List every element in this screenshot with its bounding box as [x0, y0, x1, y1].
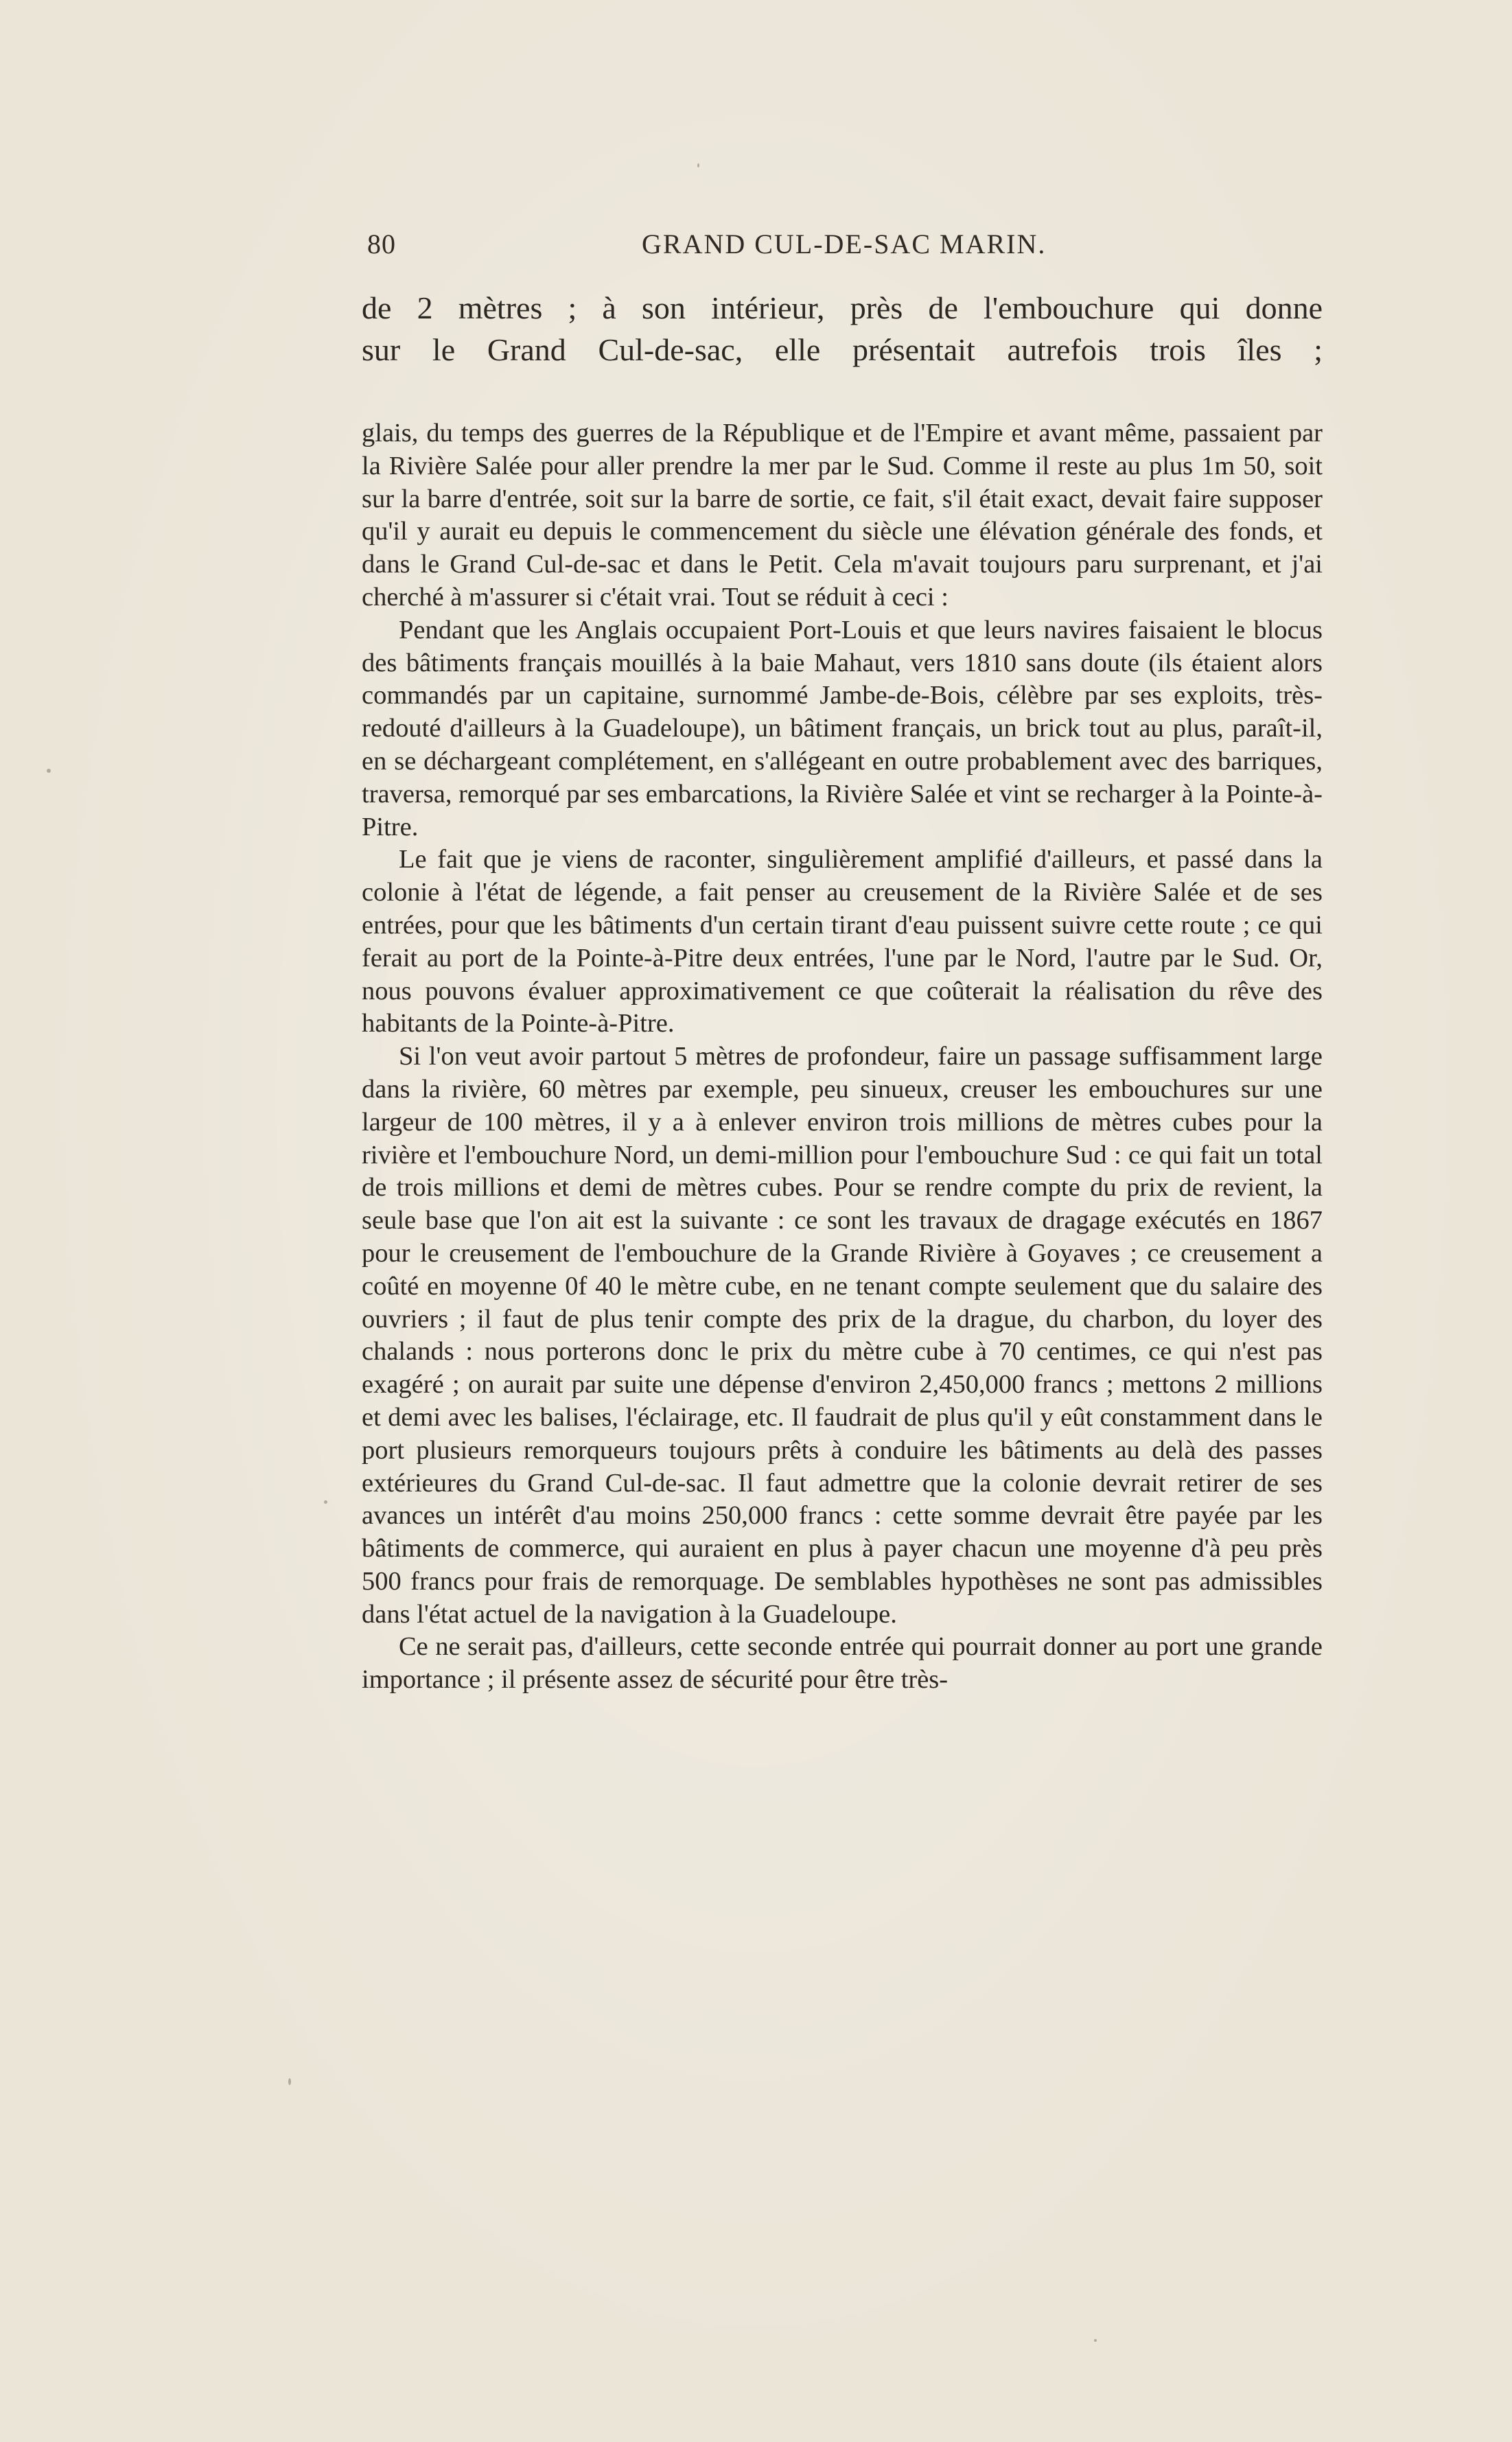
- paragraph: Le fait que je viens de raconter, singulièrement amplifié d'ailleurs, et passé dans la colonie à l'état de légende, a fait penser au creusement de la Rivière Salée et de ses entrées, pour que les bâtiments d'un certain tirant d'eau puissent suivre cette route ; ce qui ferait au port de la Pointe-à-Pitre deux entrées, l'une par le Nord, l'autre par le Sud. Or, nous pouvons évaluer approximativement ce que coûterait la réalisation du rêve des habitants de la Pointe-à-Pitre.: [362, 845, 1323, 1038]
- page-header: [367, 228, 1328, 269]
- continuation-lines: [362, 287, 1323, 371]
- running-title: GRAND CUL-DE-SAC MARIN.: [642, 229, 1047, 259]
- continuation-line: de 2 mètres ; à son intérieur, près de l'embouchure qui donne: [362, 290, 1323, 325]
- page-number: 80: [367, 229, 396, 259]
- paragraph: Pendant que les Anglais occupaient Port-Louis et que leurs navires faisaient le blocus des bâtiments français mouillés à la baie Mahaut, vers 1810 sans doute (ils étaient alors commandés par un capitaine, surnommé Jambe-de-Bois, célèbre par ses exploits, très-redouté d'ailleurs à la Guadeloupe), un bâtiment français, un brick tout au plus, paraît-il, en se déchargeant complétement, en s'allégeant en outre probablement avec des barriques, traversa, remorqué par ses embarcations, la Rivière Salée et vint se recharger à la Pointe-à-Pitre.: [362, 615, 1323, 841]
- paragraph: Ce ne serait pas, d'ailleurs, cette seconde entrée qui pourrait donner au port une grande importance ; il présente assez de sécurité pour être très-: [362, 1632, 1323, 1695]
- body-text: [362, 417, 1323, 1697]
- paragraph: Si l'on veut avoir partout 5 mètres de profondeur, faire un passage suffisamment large dans la rivière, 60 mètres par exemple, peu sinueux, creuser les embouchures sur une largeur de 100 mètres, il y a à enlever environ trois millions de mètres cubes pour la rivière et l'embouchure Nord, un demi-million pour l'embouchure Sud : ce qui fait un total de trois millions et demi de mètres cubes. Pour se rendre compte du prix de revient, la seule base que l'on ait est la suivante : ce sont les travaux de dragage exécutés en 1867 pour le creusement de l'embouchure de la Grande Rivière à Goyaves ; ce creusement a coûté en moyenne 0f 40 le mètre cube, en ne tenant compte seulement que du salaire des ouvriers ; il faut de plus tenir compte des prix de la drague, du charbon, du loyer des chalands : nous porterons donc le prix du mètre cube à 70 centimes, ce qui n'est pas exagéré ; on aurait par suite une dépense d'environ 2,450,000 francs ; mettons 2 millions et demi avec les balises, l'éclairage, etc. Il faudrait de plus qu'il y eût constamment dans le port plusieurs remorqueurs toujours prêts à conduire les bâtiments au delà des passes extérieures du Grand Cul-de-sac. Il faut admettre que la colonie devrait retirer de ses avances un intérêt d'au moins 250,000 francs : cette somme devrait être payée par les bâtiments de commerce, qui auraient en plus à payer chacun une moyenne d'à peu près 500 francs pour frais de remorquage. De semblables hypothèses ne sont pas admissibles dans l'état actuel de la navigation à la Guadeloupe.: [362, 1042, 1323, 1629]
- text-block: [362, 287, 1323, 1697]
- paragraph: glais, du temps des guerres de la République et de l'Empire et avant même, passaient par la Rivière Salée pour aller prendre la mer par le Sud. Comme il reste au plus 1m 50, soit sur la barre d'entrée, soit sur la barre de sortie, ce fait, s'il était exact, devait faire supposer qu'il y aurait eu depuis le commencement du siècle une élévation générale des fonds, et dans le Grand Cul-de-sac et dans le Petit. Cela m'avait toujours paru surprenant, et j'ai cherché à m'assurer si c'était vrai. Tout se réduit à ceci :: [362, 419, 1323, 612]
- continuation-line: sur le Grand Cul-de-sac, elle présentait autrefois trois îles ;: [362, 332, 1323, 367]
